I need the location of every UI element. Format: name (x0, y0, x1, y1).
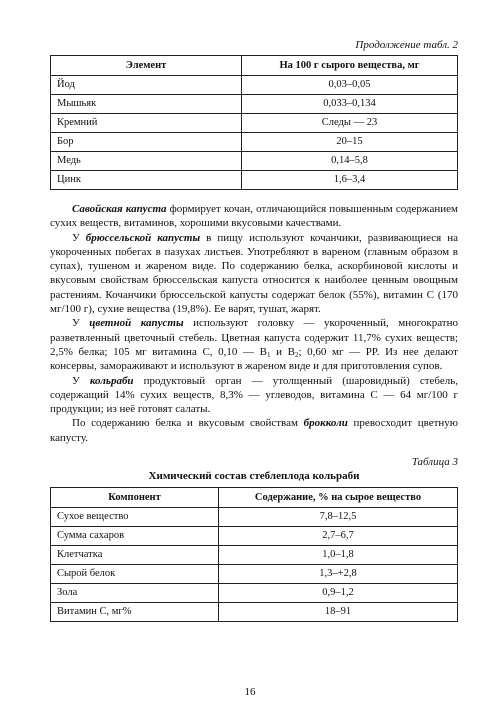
component-name: Сумма сахаров (51, 527, 219, 546)
paragraph-prefix: По содержанию белка и вкусовым свойствам (72, 417, 304, 430)
term-kohlrabi: кольраби (89, 374, 134, 387)
paragraph-cauliflower (50, 316, 458, 373)
paragraph-kohlrabi (50, 374, 458, 417)
page-number: 16 (244, 686, 256, 698)
component-name: Клетчатка (51, 546, 219, 565)
table-header-row (51, 56, 458, 76)
column-header-content: На 100 г сырого вещества, мг (242, 56, 458, 76)
table-continuation-label: Продолжение табл. 2 (355, 39, 458, 51)
paragraph-text: формирует кочан, отличающийся повышенным содержанием сухих веществ, витаминов, хорошими вкусовыми качествами. (50, 203, 459, 230)
paragraph-prefix: У (72, 374, 90, 387)
table-row (51, 133, 458, 152)
element-value: 0,14–5,8 (242, 152, 458, 171)
page-content (50, 38, 458, 622)
paragraph-prefix: У (72, 317, 90, 330)
paragraph-text: продуктовый орган — утолщенный (шаровидный) стебель, содержащий 14% сухих веществ, 8,3% — углеводов, витамина С — 64 мг/100 г продукции; из неё готовят салаты. (50, 374, 458, 416)
element-name: Цинк (51, 171, 242, 190)
table-row (51, 152, 458, 171)
paragraph-text: ; 0,60 мг — PP. Из нее делают консервы, замораживают и используют в жареном виде и для приготовления супов. (50, 345, 458, 373)
table-row (51, 603, 458, 622)
element-value: 20–15 (242, 133, 458, 152)
component-name: Зола (51, 584, 219, 603)
component-name: Сухое вещество (51, 508, 219, 527)
table-row (51, 527, 458, 546)
component-value: 1,0–1,8 (219, 546, 458, 565)
component-value: 2,7–6,7 (219, 527, 458, 546)
element-name: Мышьяк (51, 95, 242, 114)
paragraph-text: превосходит цветную капусту. (50, 417, 458, 444)
column-header-component: Компонент (51, 488, 219, 508)
component-value: 1,3–+2,8 (219, 565, 458, 584)
subscript: 2 (294, 350, 299, 359)
paragraph-broccoli (50, 416, 458, 445)
component-value: 0,9–1,2 (219, 584, 458, 603)
table-row (51, 114, 458, 133)
kohlrabi-composition-table (50, 487, 458, 622)
component-value: 18–91 (219, 603, 458, 622)
component-name: Сырой белок (51, 565, 219, 584)
paragraph-text: используют головку — укороченный, многократно разветвленный цветочный стебель. Цветная капуста содержит 11,7% сухих веществ; 2,5% белка; 105 мг витамина С, 0,10 — В (50, 317, 458, 358)
element-value: Следы — 23 (242, 114, 458, 133)
element-value: 1,6–3,4 (242, 171, 458, 190)
paragraph-brussels (50, 231, 458, 317)
table-title: Химический состав стеблеплода кольраби (148, 470, 360, 483)
paragraph-text: в пищу используют кочанчики, развивающиеся на укороченных побегах в пазухах листьев. Употребляют в вареном (главным образом в супах), тушеном и жареном виде. По содержанию белка, аскорбиновой кислоты и вкусовым свойствам брюссельская капуста относится к наиболее ценным овощным растениям. Кочанчики брюссельской капусты содержат белок (55%), витамин С (170 мг/100 г), сухие вещества (19,8%). Ее варят, тушат, жарят. (50, 231, 458, 316)
table-row (51, 584, 458, 603)
term-brussels: брюссельской капусты (85, 231, 201, 244)
component-name: Витамин С, мг% (51, 603, 219, 622)
subscript: 1 (266, 350, 271, 359)
element-value: 0,033–0,134 (242, 95, 458, 114)
column-header-content: Содержание, % на сырое вещество (219, 488, 458, 508)
table-header-row (51, 488, 458, 508)
table-number: Таблица 3 (411, 456, 458, 469)
element-name: Медь (51, 152, 242, 171)
element-name: Кремний (51, 114, 242, 133)
term-broccoli: брокколи (303, 417, 348, 430)
term-savoy: Савойская капуста (72, 203, 167, 215)
component-value: 7,8–12,5 (219, 508, 458, 527)
element-value: 0,03–0,05 (242, 76, 458, 95)
table-row (51, 76, 458, 95)
column-header-element: Элемент (51, 56, 242, 76)
body-text (50, 202, 458, 445)
paragraph-prefix: У (72, 231, 86, 244)
table-row (51, 171, 458, 190)
table-row (51, 565, 458, 584)
table-row (51, 508, 458, 527)
paragraph-text: и В (270, 345, 295, 358)
table-row (51, 95, 458, 114)
paragraph-savoy (50, 202, 458, 231)
element-name: Йод (51, 76, 242, 95)
elements-table (50, 55, 458, 190)
table-row (51, 546, 458, 565)
element-name: Бор (51, 133, 242, 152)
term-cauliflower: цветной капусты (89, 317, 184, 330)
